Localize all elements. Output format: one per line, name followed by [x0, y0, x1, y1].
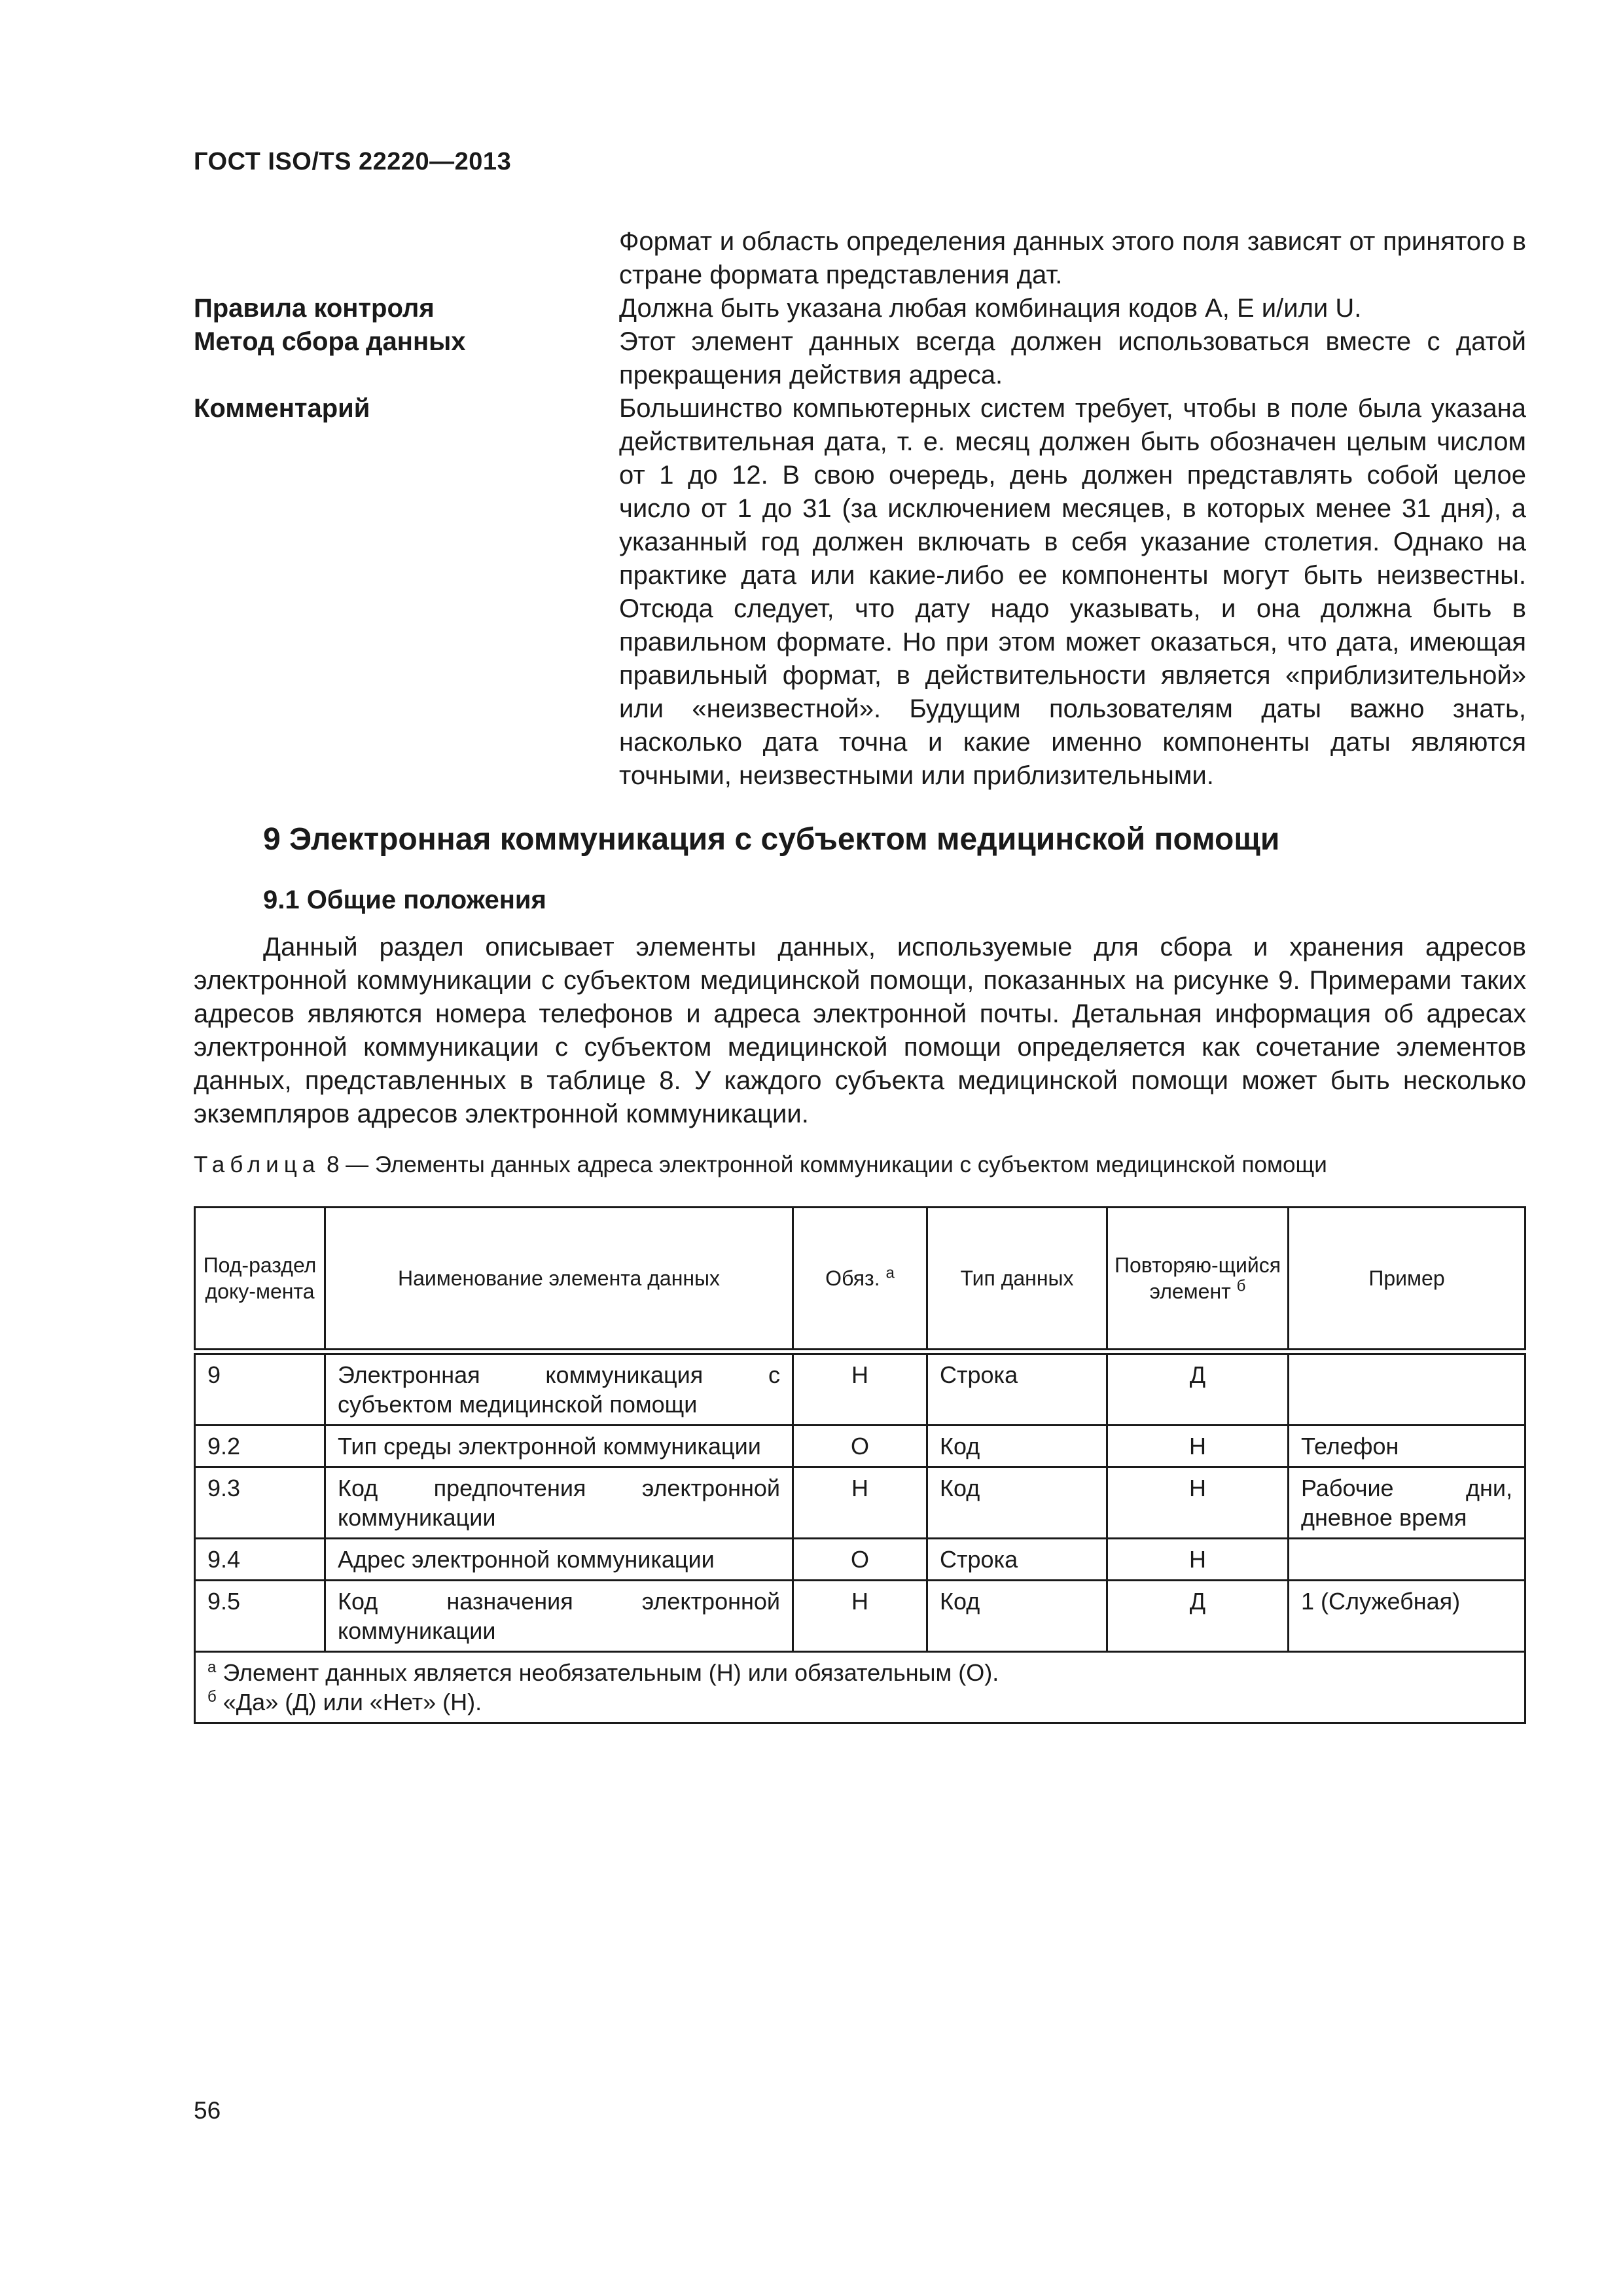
cell-section: 9	[195, 1352, 325, 1426]
cell-type: Строка	[927, 1539, 1107, 1581]
subsection-title: 9.1 Общие положения	[263, 886, 546, 914]
cell-example: 1 (Служебная)	[1289, 1581, 1525, 1652]
data-elements-table	[194, 1206, 1526, 1724]
cell-example	[1289, 1352, 1525, 1426]
table-note-text: Элемент данных является необязательным (Н) или обязательным (О).	[223, 1659, 999, 1686]
table-caption-prefix: Таблица	[194, 1152, 321, 1177]
cell-type: Код	[927, 1581, 1107, 1652]
table-row	[195, 1352, 1525, 1426]
cell-repeating: Н	[1107, 1467, 1289, 1539]
header-repeating-footnote-mark: б	[1236, 1277, 1246, 1295]
attribute-block	[194, 225, 1526, 793]
cell-section: 9.4	[195, 1539, 325, 1581]
cell-repeating: Н	[1107, 1426, 1289, 1467]
cell-required: Н	[793, 1581, 927, 1652]
table-caption-text: 8 — Элементы данных адреса электронной коммуникации с субъектом медицинской помощи	[326, 1152, 1327, 1177]
table-notes	[195, 1652, 1525, 1723]
table-row	[195, 1539, 1525, 1581]
header-name: Наименование элемента данных	[325, 1208, 793, 1352]
cell-name: Код назначения электронной коммуникации	[325, 1581, 793, 1652]
table-note-text: «Да» (Д) или «Нет» (Н).	[223, 1689, 482, 1715]
section-paragraph: Данный раздел описывает элементы данных, используемые для сбора и хранения адресов электронной коммуникации с субъектом медицинской помощи, показанных на рисунке 9. Примерами таких адресов являются номера телефонов и адреса электронной почты. Детальная информация об адресах электронной коммуникации с субъектом медицинской помощи определяется как сочетание элементов данных, представленных в таблице 8. У каждого субъекта медицинской помощи может быть несколько экземпляров адресов электронной коммуникации.	[194, 933, 1526, 1128]
attribute-value: Большинство компьютерных систем требует, чтобы в поле была указана действительная дата, т. е. месяц должен быть обозначен целым числом от 1 до 12. В свою очередь, день должен представлять собой целое число от 1 до 31 (за исключением месяцев, в которых менее 31 дня), а указанный год должен включать в себя указание столетия. Однако на практике дата или какие-либо ее компоненты могут быть неизвестны. Отсюда следует, что дату надо указывать, и она должна быть в правильном формате. Но при этом может оказаться, что дата, имеющая правильный формат, в действительности является «приблизительной» или «неизвестной». Будущим пользователям даты важно знать, насколько дата точна и какие именно компоненты даты являются точными, неизвестными или приблизительными.	[619, 394, 1526, 790]
header-required-footnote-mark: а	[885, 1264, 895, 1282]
header-required-label: Обяз.	[825, 1266, 880, 1290]
table-row	[195, 1581, 1525, 1652]
document-id-header: ГОСТ ISO/TS 22220—2013	[194, 148, 512, 175]
cell-repeating: Д	[1107, 1352, 1289, 1426]
table-note	[207, 1658, 1512, 1687]
header-type: Тип данных	[927, 1208, 1107, 1352]
cell-repeating: Д	[1107, 1581, 1289, 1652]
table-notes-row	[195, 1652, 1525, 1723]
cell-required: Н	[793, 1467, 927, 1539]
attribute-label: Правила контроля	[194, 294, 435, 323]
table-note-mark: а	[207, 1659, 217, 1676]
section-title: 9 Электронная коммуникация с субъектом медицинской помощи	[263, 822, 1280, 857]
header-repeating	[1107, 1208, 1289, 1352]
header-section: Под-раздел доку-мента	[195, 1208, 325, 1352]
cell-example	[1289, 1539, 1525, 1581]
cell-required: Н	[793, 1352, 927, 1426]
table-caption	[194, 1151, 1327, 1179]
attribute-row-validation	[194, 292, 1526, 325]
cell-repeating: Н	[1107, 1539, 1289, 1581]
cell-name: Тип среды электронной коммуникации	[325, 1426, 793, 1467]
cell-name: Код предпочтения электронной коммуникации	[325, 1467, 793, 1539]
attribute-row-collection-method	[194, 325, 1526, 392]
table-row	[195, 1426, 1525, 1467]
cell-example: Рабочие дни, дневное время	[1289, 1467, 1525, 1539]
cell-type: Код	[927, 1467, 1107, 1539]
attribute-value: Должна быть указана любая комбинация кодов A, E и/или U.	[619, 294, 1362, 323]
attribute-label: Комментарий	[194, 394, 370, 423]
page-number: 56	[194, 2097, 221, 2124]
cell-section: 9.5	[195, 1581, 325, 1652]
header-repeating-label: Повторяю-щийся элемент	[1115, 1253, 1281, 1303]
attribute-label-empty	[194, 225, 619, 292]
attribute-label: Метод сбора данных	[194, 327, 466, 356]
table-note-mark: б	[207, 1688, 217, 1706]
table-note	[207, 1687, 1512, 1717]
cell-required: О	[793, 1426, 927, 1467]
header-example: Пример	[1289, 1208, 1525, 1352]
cell-section: 9.3	[195, 1467, 325, 1539]
attribute-value: Этот элемент данных всегда должен использоваться вместе с датой прекращения действия адреса.	[619, 327, 1526, 389]
attribute-row-comment	[194, 392, 1526, 793]
table-header-row	[195, 1208, 1525, 1352]
cell-type: Строка	[927, 1352, 1107, 1426]
cell-type: Код	[927, 1426, 1107, 1467]
cell-section: 9.2	[195, 1426, 325, 1467]
cell-example: Телефон	[1289, 1426, 1525, 1467]
attribute-value-format: Формат и область определения данных этого поля зависят от принятого в стране формата представления дат.	[619, 227, 1526, 289]
cell-name: Адрес электронной коммуникации	[325, 1539, 793, 1581]
cell-required: О	[793, 1539, 927, 1581]
table-row	[195, 1467, 1525, 1539]
cell-name: Электронная коммуникация с субъектом медицинской помощи	[325, 1352, 793, 1426]
header-required	[793, 1208, 927, 1352]
attribute-row-format	[194, 225, 1526, 292]
